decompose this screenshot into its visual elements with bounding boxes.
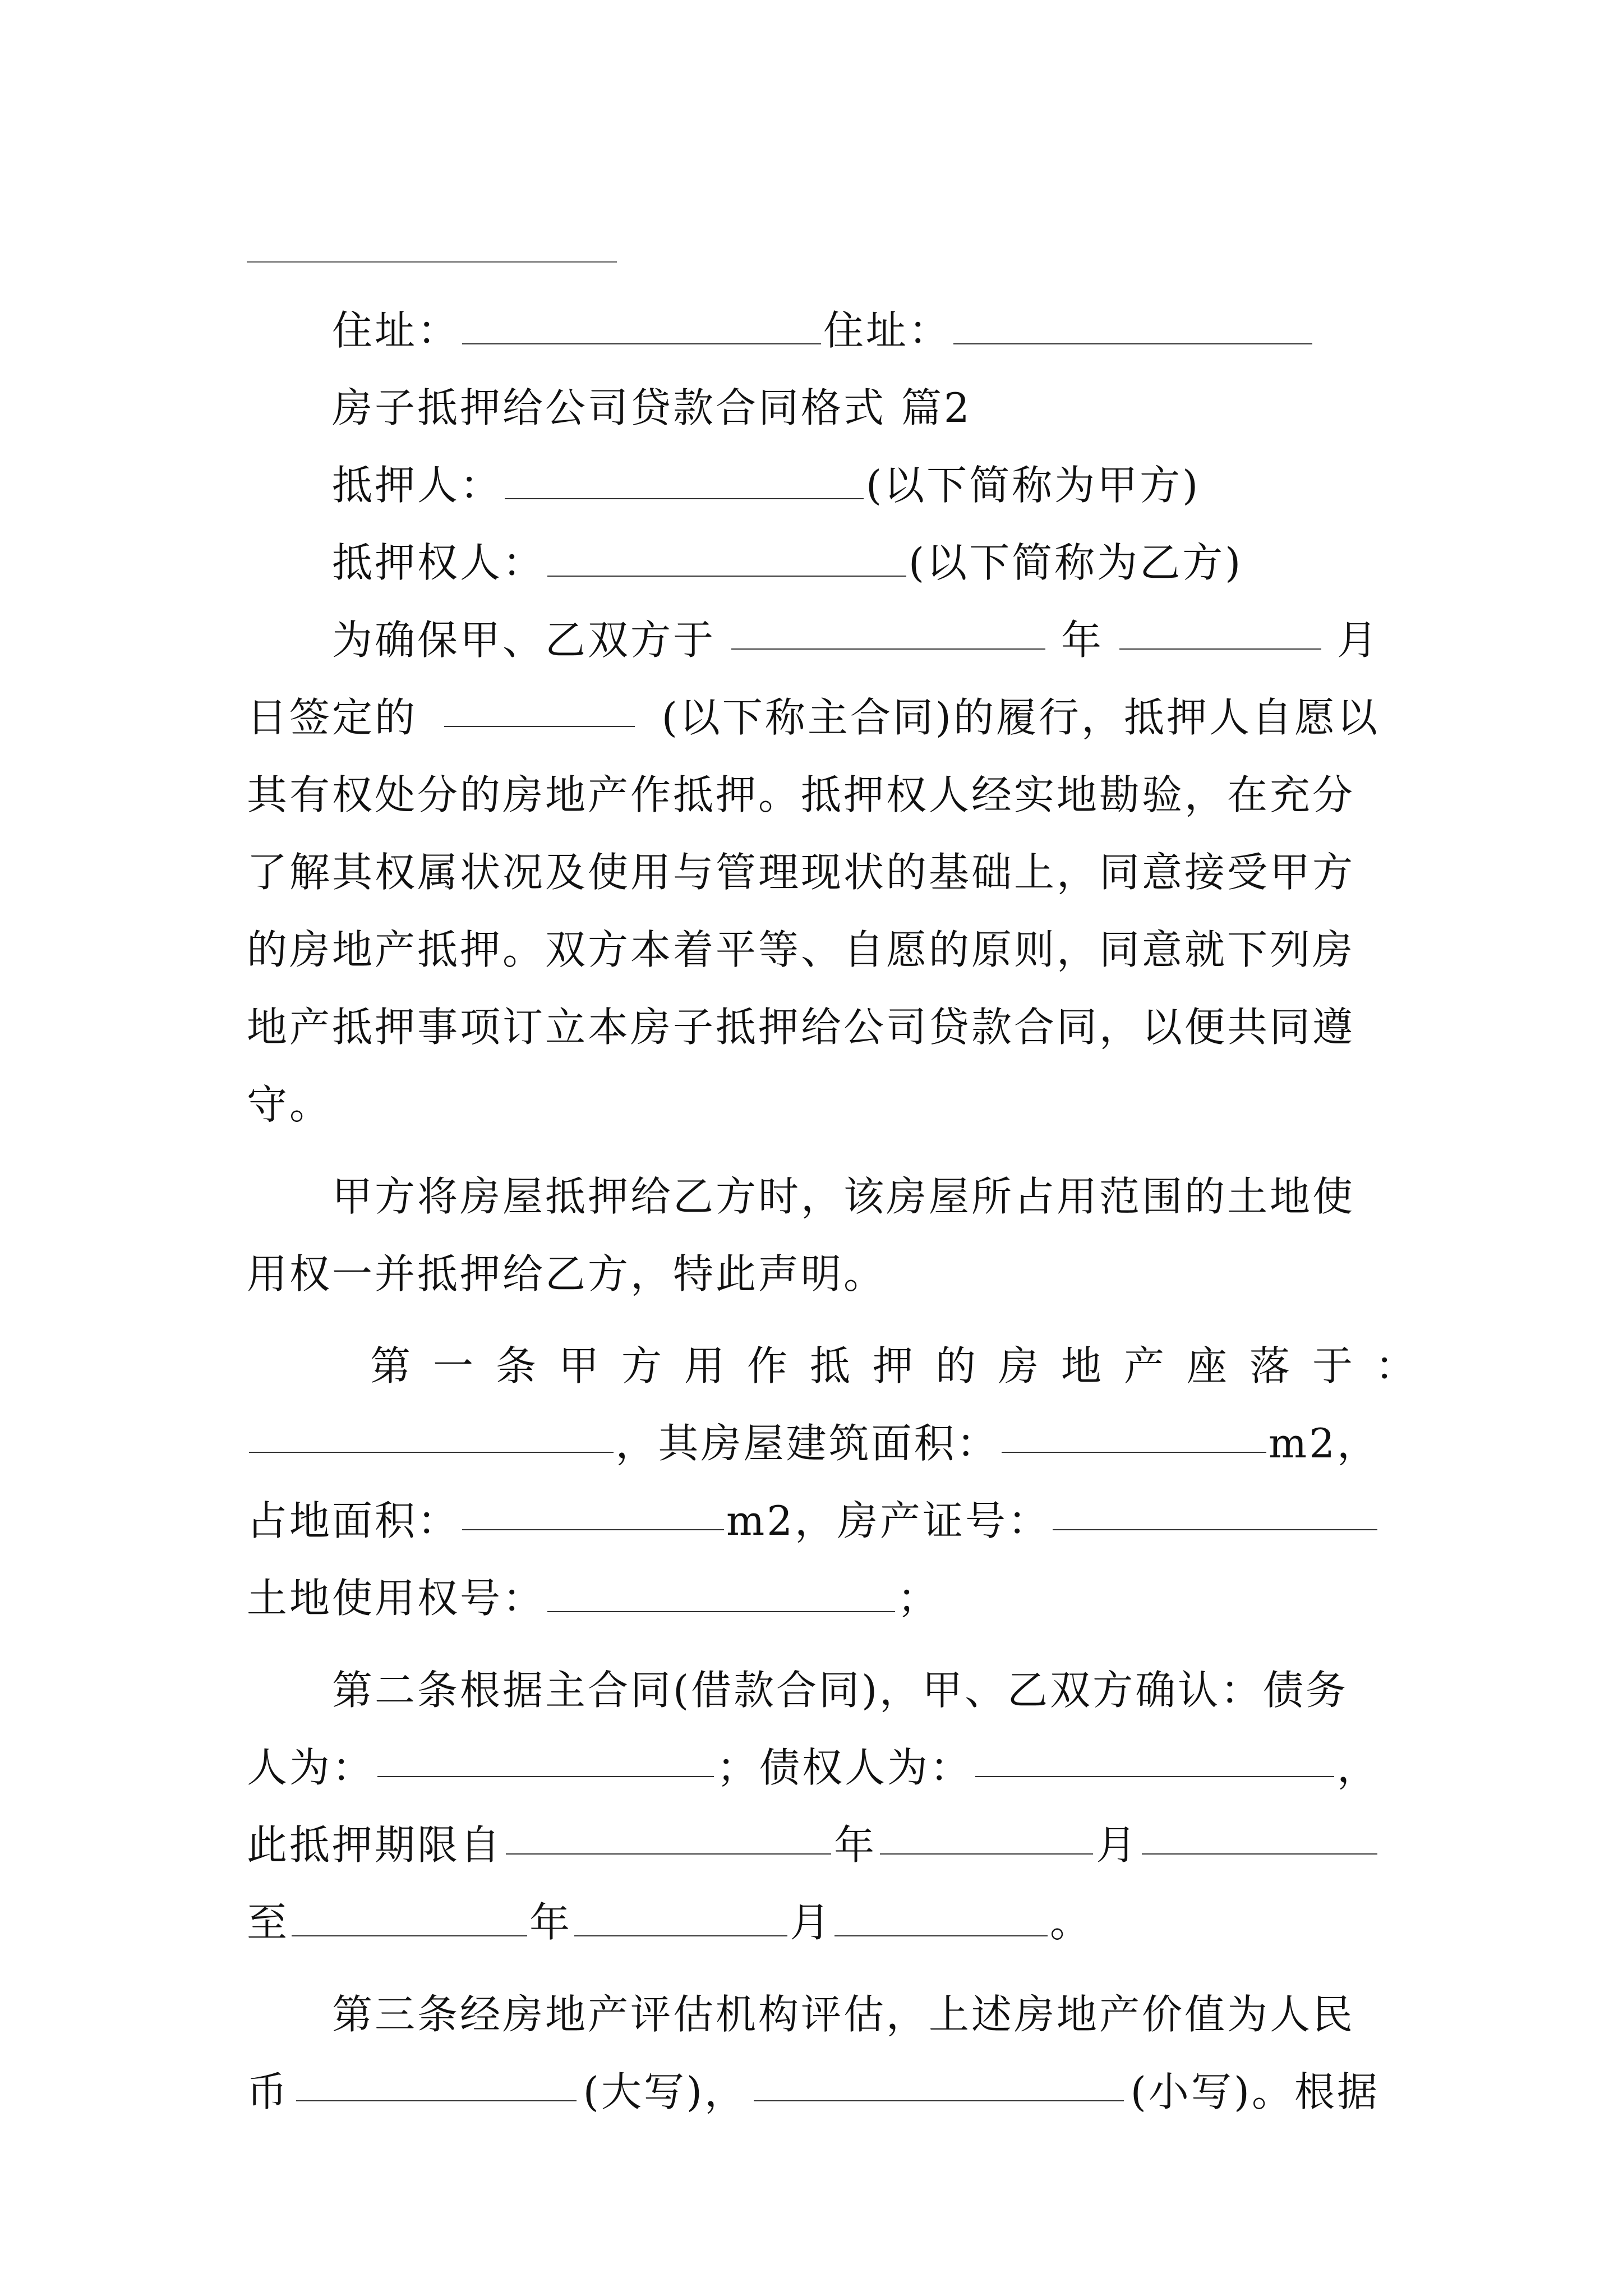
art3-text-c: (小写)。根据 <box>1130 2068 1380 2115</box>
art2-text-b: ；债权人为： <box>716 1744 972 1791</box>
p1-month-blank <box>1119 601 1321 650</box>
mortgagee-line <box>247 524 1380 601</box>
art2-text-j: 。 <box>1050 1899 1093 1946</box>
para1-line4: 了解其权属状况及使用与管理现状的基础上，同意接受甲方 <box>247 849 1355 896</box>
para2-line1: 甲方将房屋抵押给乙方时，该房屋所占用范围的土地使 <box>332 1173 1355 1220</box>
p1-text-b: 年 <box>1061 616 1104 664</box>
article2-line4 <box>247 1884 1380 1961</box>
address-line <box>247 292 1380 369</box>
p1-text-c: 月 <box>1336 616 1380 664</box>
art2-end-month-blank <box>574 1888 787 1936</box>
para1-line3: 其有权处分的房地产作抵押。抵押权人经实地勘验，在充分 <box>247 771 1355 818</box>
p1-text-d: 日签定的 <box>247 694 418 741</box>
art1-text-a: ，其房屋建筑面积： <box>615 1420 999 1467</box>
art2-text-c: ， <box>1336 1744 1380 1791</box>
art2-end-day-blank <box>834 1888 1048 1936</box>
art1-text-e: 土地使用权号： <box>247 1575 546 1622</box>
art3-text-b: (大写)， <box>583 2068 747 2115</box>
p1-year-blank <box>731 601 1045 650</box>
para1-line2 <box>247 679 1380 756</box>
art2-text-a: 人为： <box>247 1744 375 1791</box>
art1-location-blank <box>249 1405 614 1453</box>
art2-creditor-blank <box>975 1729 1334 1777</box>
p1-text-e: (以下称主合同)的履行，抵押人自愿以 <box>661 694 1380 741</box>
art2-text-d: 此抵押期限自 <box>247 1821 503 1869</box>
para1-line6: 地产抵押事项订立本房子抵押给公司贷款合同，以便共同遵 <box>247 1004 1355 1051</box>
art2-start-year-blank <box>506 1806 831 1855</box>
para1-line5: 的房地产抵押。双方本着平等、自愿的原则，同意就下列房 <box>247 926 1355 973</box>
art2-text-f: 月 <box>1096 1821 1139 1869</box>
art2-text-i: 月 <box>790 1899 833 1946</box>
mortgagor-line <box>247 447 1380 524</box>
mortgagee-suffix: (以下简称为乙方) <box>909 539 1243 586</box>
address-blank-2 <box>953 296 1312 344</box>
mortgagee-label: 抵押权人： <box>332 539 546 586</box>
art3-amount-upper-blank <box>296 2053 577 2101</box>
art1-land-area-blank <box>462 1482 724 1530</box>
address-label-1: 住址： <box>332 307 460 354</box>
art2-text-e: 年 <box>834 1821 877 1869</box>
article2-line2 <box>247 1729 1380 1806</box>
address-blank-1 <box>462 296 821 344</box>
article2-line3 <box>247 1806 1380 1884</box>
art1-text-d: m2，房产证号： <box>726 1497 1051 1544</box>
mortgagee-blank <box>547 528 906 577</box>
article3-line1: 第三条经房地产评估机构评估，上述房地产价值为人民 <box>332 1991 1355 2038</box>
mortgagor-suffix: (以下简称为甲方) <box>866 462 1201 509</box>
document-body <box>247 292 1438 2131</box>
top-divider <box>247 261 617 263</box>
art2-start-month-blank <box>880 1806 1093 1855</box>
art1-area-blank <box>1002 1405 1266 1453</box>
article1-line4 <box>247 1559 1380 1637</box>
art3-amount-lower-blank <box>754 2053 1124 2101</box>
art2-text-h: 年 <box>529 1899 573 1946</box>
art1-cert-blank <box>1053 1482 1377 1530</box>
mortgagor-label: 抵押人： <box>332 462 503 509</box>
article2-line1: 第二条根据主合同(借款合同)，甲、乙双方确认：债务 <box>332 1667 1349 1714</box>
para2-line2: 用权一并抵押给乙方，特此声明。 <box>247 1250 887 1297</box>
address-label-2: 住址： <box>823 307 952 354</box>
p1-contract-blank <box>444 679 635 727</box>
art2-text-g: 至 <box>247 1899 290 1946</box>
article1-line3 <box>247 1482 1380 1559</box>
art1-land-no-blank <box>547 1564 895 1612</box>
mortgagor-blank <box>505 451 864 499</box>
art3-text-a: 币 <box>247 2068 290 2115</box>
art2-debtor-blank <box>377 1729 714 1777</box>
art1-text-f: ； <box>897 1575 940 1622</box>
section-title: 房子抵押给公司贷款合同格式 篇2 <box>332 384 972 431</box>
article1-line1: 第一条甲方用作抵押的房地产座落于： <box>370 1342 1438 1389</box>
article3-line2 <box>247 2053 1380 2131</box>
art1-text-c: 占地面积： <box>247 1497 460 1544</box>
p1-text-a: 为确保甲、乙双方于 <box>332 616 716 664</box>
art1-text-b: m2， <box>1268 1420 1380 1467</box>
article1-line2 <box>247 1405 1380 1482</box>
art2-end-year-blank <box>292 1888 527 1936</box>
para1-line7: 守。 <box>247 1081 333 1128</box>
art2-start-day-blank <box>1142 1806 1377 1855</box>
para1-line1 <box>247 601 1380 679</box>
